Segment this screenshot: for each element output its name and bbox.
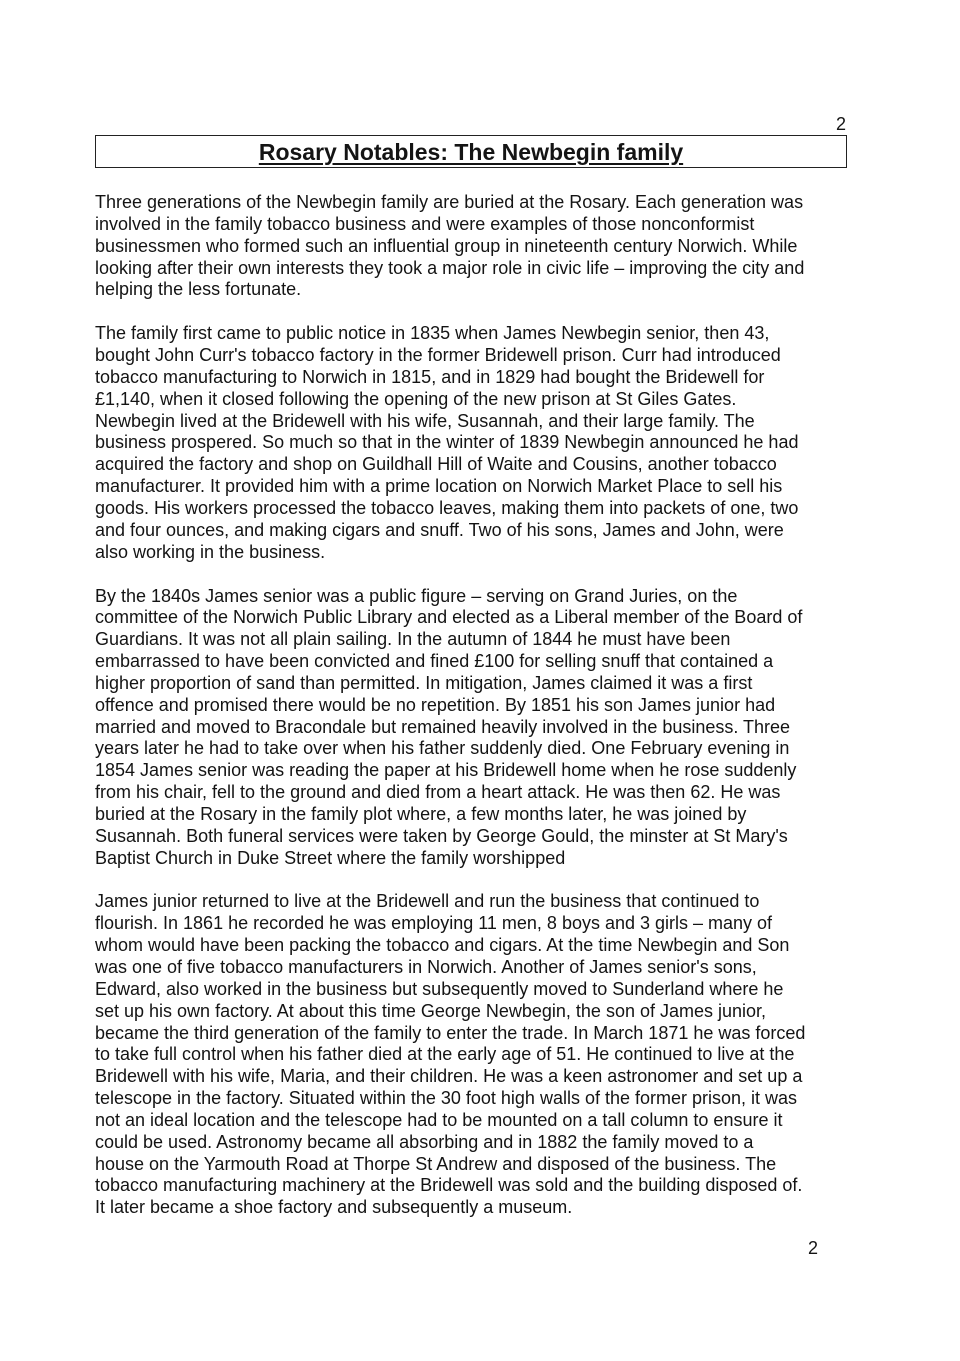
page-title: Rosary Notables: The Newbegin family	[258, 139, 684, 165]
page-number-bottom: 2	[808, 1238, 819, 1258]
text-line: buried at the Rosary in the family plot where, a few months later, he was joined by	[95, 803, 747, 824]
text-line: Susannah. Both funeral services were taken by George Gould, the minster at St Mary's	[95, 825, 788, 846]
text-line: Three generations of the Newbegin family are buried at the Rosary. Each generation was	[95, 192, 804, 212]
text-line: 1854 James senior was reading the paper at his Bridewell home when he rose suddenly	[95, 760, 797, 781]
text-line: embarrassed to have been convicted and fined £100 for selling snuff that contained a	[95, 651, 774, 672]
text-line: looking after their own interests they took a major role in civic life – improving the city and	[95, 257, 805, 278]
text-line: involved in the family tobacco business and were examples of those nonconformist	[95, 213, 755, 234]
text-line: married and moved to Bracondale but remained heavily involved in the business. Three	[95, 716, 791, 737]
text-line: £1,140, when it closed following the opening of the new prison at St Giles Gates.	[95, 388, 737, 409]
text-line: whom would have been packing the tobacco and cigars. At the time Newbegin and Son	[95, 935, 790, 956]
text-line: was one of five tobacco manufacturers in Norwich. Another of James senior's sons,	[95, 957, 757, 977]
text-line: business prospered. So much so that in the winter of 1839 Newbegin announced he had	[95, 432, 799, 453]
text-line: years later he had to take over when his father suddenly died. One February evening in	[95, 738, 790, 759]
text-line: goods. His workers processed the tobacco leaves, making them into packets of one, two	[95, 497, 799, 518]
text-line: not an ideal location and the telescope had to be mounted on a tall column to ensure it	[95, 1109, 783, 1130]
text-line: Newbegin lived at the Bridewell with his wife, Susannah, and their large family. The	[95, 410, 755, 431]
paragraph	[95, 891, 850, 1219]
title-box	[95, 135, 847, 168]
text-line: became the third generation of the family to enter the trade. In March 1871 he was forced	[95, 1022, 806, 1043]
text-line: could be used. Astronomy became all absorbing and in 1882 the family moved to a	[95, 1131, 754, 1152]
text-line: Baptist Church in Duke Street where the family worshipped	[95, 847, 566, 868]
text-line: house on the Yarmouth Road at Thorpe St Andrew and disposed of the business. The	[95, 1153, 777, 1174]
text-line: Guardians. It was not all plain sailing. In the autumn of 1844 he must have been	[95, 629, 731, 650]
text-line: bought John Curr's tobacco factory in the former Bridewell prison. Curr had introduced	[95, 345, 781, 366]
text-line: The family first came to public notice in 1835 when James Newbegin senior, then 43,	[95, 323, 770, 344]
text-line: set up his own factory. At about this time George Newbegin, the son of James junior,	[95, 1000, 767, 1021]
text-line: It later became a shoe factory and subsequently a museum.	[95, 1197, 573, 1218]
text-line: Bridewell with his wife, Maria, and their children. He was a keen astronomer and set up a	[95, 1066, 803, 1087]
page-number-top: 2	[836, 114, 847, 134]
text-line: flourish. In 1861 he recorded he was employing 11 men, 8 boys and 3 girls – many of	[95, 913, 773, 934]
text-line: to take full control when his father died at the early age of 51. He continued to live at the	[95, 1044, 795, 1065]
paragraph	[95, 192, 850, 301]
text-line: offence and promised there would be no repetition. By 1851 his son James junior had	[95, 694, 776, 715]
text-line: also working in the business.	[95, 541, 326, 562]
text-line: tobacco manufacturing machinery at the Bridewell was sold and the building disposed of.	[95, 1175, 803, 1196]
text-line: businessmen who formed such an influential group in nineteenth century Norwich. While	[95, 235, 798, 256]
text-line: committee of the Norwich Public Library and elected as a Liberal member of the Board of	[95, 607, 803, 628]
paragraph	[95, 323, 850, 563]
text-line: James junior returned to live at the Bridewell and run the business that continued to	[95, 891, 760, 912]
text-line: tobacco manufacturing to Norwich in 1815, and in 1829 had bought the Bridewell for	[95, 366, 765, 387]
text-line: By the 1840s James senior was a public figure – serving on Grand Juries, on the	[95, 585, 738, 606]
text-line: helping the less fortunate.	[95, 279, 302, 300]
text-line: telescope in the factory. Situated within the 30 foot high walls of the former prison, it was	[95, 1088, 798, 1109]
text-line: manufacturer. It provided him with a prime location on Norwich Market Place to sell his	[95, 476, 783, 497]
body-text	[95, 192, 850, 1241]
text-line: from his chair, fell to the ground and died from a heart attack. He was then 62. He was	[95, 782, 781, 803]
text-line: and four ounces, and making cigars and snuff. Two of his sons, James and John, were	[95, 519, 784, 540]
paragraph	[95, 586, 850, 870]
text-line: Edward, also worked in the business but subsequently moved to Sunderland where he	[95, 978, 784, 999]
text-line: higher proportion of sand than permitted. In mitigation, James claimed it was a first	[95, 672, 753, 693]
text-line: acquired the factory and shop on Guildhall Hill of Waite and Cousins, another tobacco	[95, 454, 777, 475]
